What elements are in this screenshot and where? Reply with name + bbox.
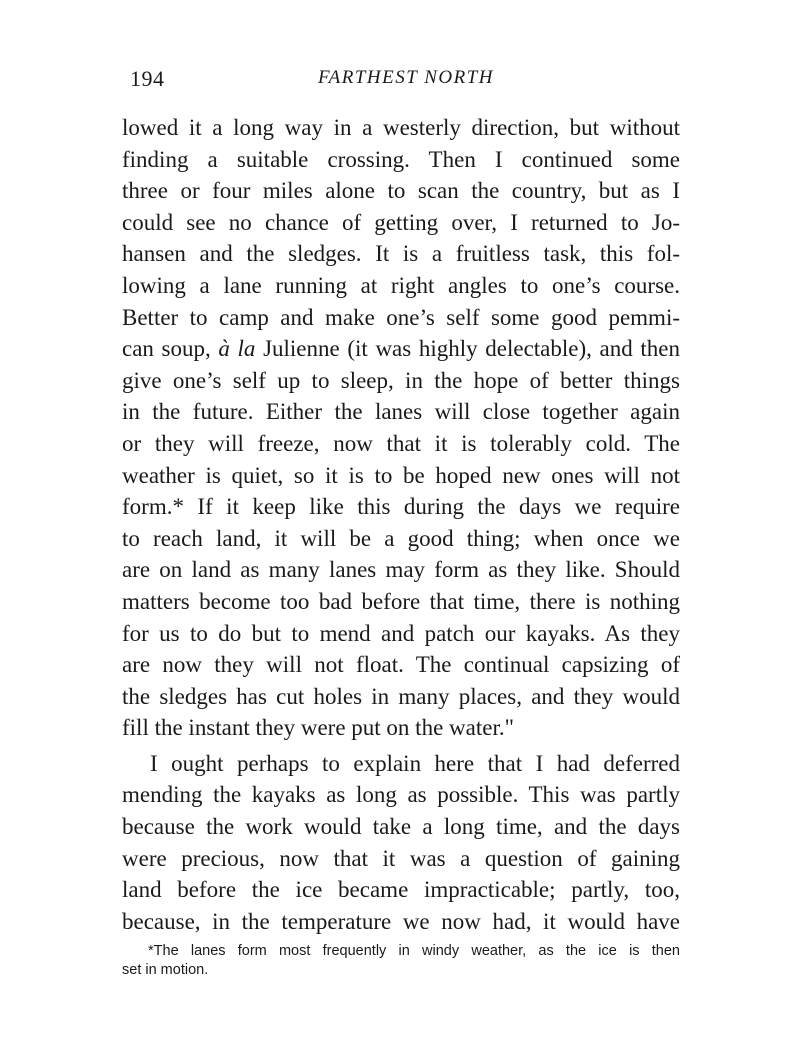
text-line: are now they will not float. The continual capsizing of	[122, 652, 680, 678]
footnote	[122, 942, 680, 980]
text-line: finding a suitable crossing. Then I continued some	[122, 146, 680, 172]
text-line: mending the kayaks as long as possible. This was partly	[122, 782, 680, 808]
running-head	[130, 66, 682, 96]
text-line: because, in the temperature we now had, it would have	[122, 908, 680, 934]
text-line: could see no chance of getting over, I returned to Jo-	[122, 209, 680, 235]
text-line: because the work would take a long time, and the days	[122, 814, 680, 840]
text-line: I ought perhaps to explain here that I had deferred	[150, 750, 680, 776]
text-line: fill the instant they were put on the water."	[122, 715, 514, 741]
book-title: FARTHEST NORTH	[317, 67, 495, 88]
text-line: can soup, à la Julienne (it was highly delectable), and then	[122, 336, 680, 362]
text-line: land before the ice became impracticable; partly, too,	[122, 877, 680, 903]
footnote-line: *The lanes form most frequently in windy weather, as the ice is then	[148, 943, 680, 959]
text-line: lowing a lane running at right angles to one’s course.	[122, 272, 680, 298]
text-line: or they will freeze, now that it is tolerably cold. The	[122, 430, 680, 456]
footnote-line: set in motion.	[122, 962, 209, 978]
paragraph-2	[122, 748, 680, 938]
text-line: for us to do but to mend and patch our kayaks. As they	[122, 620, 680, 646]
text-line: matters become too bad before that time, there is nothing	[122, 588, 680, 614]
body-text	[122, 112, 680, 937]
text-line: hansen and the sledges. It is a fruitless task, this fol-	[122, 241, 680, 267]
text-line: are on land as many lanes may form as they like. Should	[122, 557, 680, 583]
text-line: three or four miles alone to scan the country, but as I	[122, 178, 680, 204]
text-line: give one’s self up to sleep, in the hope of better things	[122, 367, 680, 393]
text-line: form.* If it keep like this during the days we require	[122, 494, 680, 520]
text-line: lowed it a long way in a westerly direction, but without	[122, 115, 680, 140]
text-line: Better to camp and make one’s self some good pemmi-	[122, 304, 680, 330]
text-line: the sledges has cut holes in many places, and they would	[122, 683, 680, 709]
text-line: weather is quiet, so it is to be hoped new ones will not	[122, 462, 680, 488]
page-number: 194	[130, 66, 165, 91]
paragraph-1	[122, 112, 680, 744]
text-line: were precious, now that it was a question of gaining	[122, 845, 680, 871]
text-line: to reach land, it will be a good thing; when once we	[122, 525, 680, 551]
text-line: in the future. Either the lanes will close together again	[122, 399, 680, 425]
